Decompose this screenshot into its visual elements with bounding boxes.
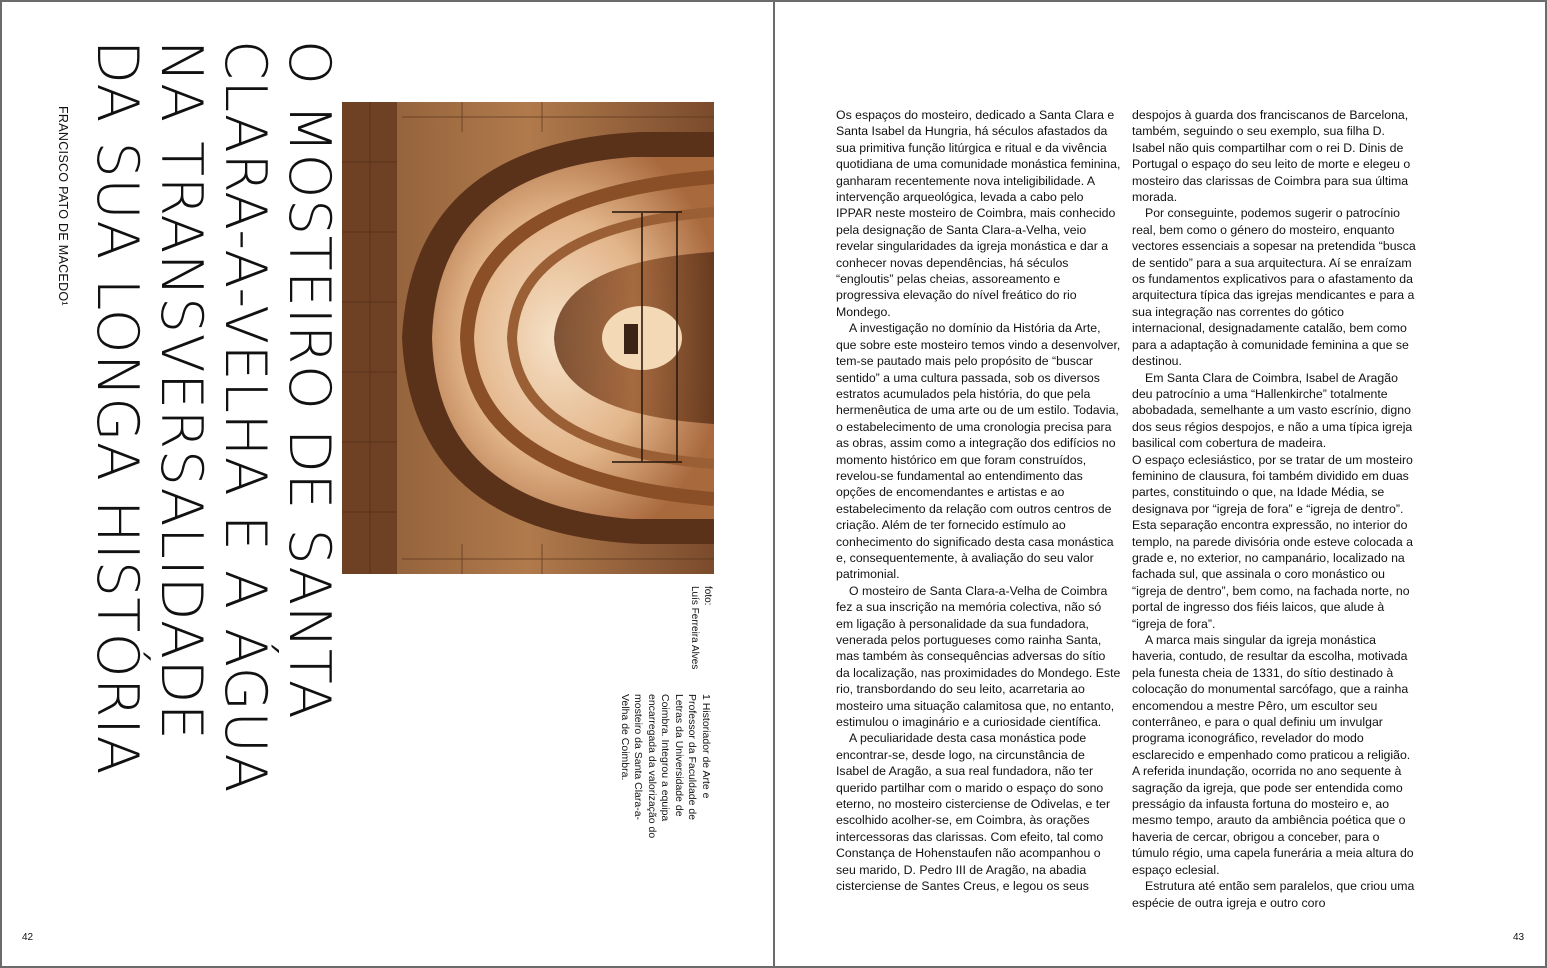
photo-credit-label: foto:	[702, 586, 713, 606]
author-footnote	[619, 694, 716, 844]
title-line: DA SUA LONGA HISTÓRIA	[84, 40, 150, 775]
monastery-photo	[342, 102, 714, 574]
author-byline	[54, 106, 74, 336]
text-column-2	[1132, 107, 1417, 911]
paragraph: Estrutura até então sem paralelos, que criou uma espécie de outra igreja e outro coro	[1132, 879, 1415, 910]
paragraph: Em Santa Clara de Coimbra, Isabel de Aragão deu patrocínio a uma “Hallenkirche” totalmente abobadada, semelhante a um vasto escrínio, digno dos seus régios despojos, e não a uma típica igreja basilical com cobertura de madeira.	[1132, 370, 1413, 451]
paragraph: O espaço eclesiástico, por se tratar de um mosteiro feminino de clausura, foi também dividido em duas partes, constituindo o que, na Idade Média, se designava por “igreja de fora” e “igreja de dentro”. Esta separação encontra expressão, no interior do templo, na parede divisória onde esteve colocada a grade e, no exterior, no campanário, localizado na fachada sul, que assinala o coro monástico ou “igreja de dentro”, bem como, na fachada norte, no portal de ingresso dos fiéis laicos, que alude à “igreja de fora”.	[1132, 452, 1413, 631]
photo-credit	[686, 586, 716, 696]
paragraph: A peculiaridade desta casa monástica pode encontrar-se, desde logo, na circunstância de Isabel de Aragão, a sua real fundadora, não ter querido partilhar com o marido o espaço do sono eterno, no mosteiro cisterciense de Odivelas, e ter escolhido acolher-se, em Coimbra, às orações intercessoras das clarissas. Com efeito, tal como Constança de Hohenstaufen não acompanhou o seu marido, D. Pedro III de Aragão, na abadia cisterciense de Santes Creus, e legou os seus	[836, 731, 1111, 894]
author-name: FRANCISCO PATO DE MACEDO¹	[56, 106, 70, 306]
paragraph: despojos à guarda dos franciscanos de Barcelona, também, seguindo o seu exemplo, sua filha D. Isabel não quis compartilhar com o rei D. Dinis de Portugal o espaço do seu leito de morte e elegeu o mosteiro das clarissas de Coimbra para sua última morada.	[1132, 108, 1411, 205]
title-line: O MOSTEIRO DE SANTA	[276, 40, 342, 720]
article-title	[86, 40, 341, 875]
right-page	[775, 2, 1545, 966]
page-number-right: 43	[1513, 932, 1525, 943]
photo-credit-name: Luís Ferreira Alves	[689, 586, 700, 670]
paragraph: Por conseguinte, podemos sugerir o patrocínio real, bem como o género do mosteiro, enquanto vectores essenciais a sopesar na pretendida “busca de sentido” para a sua arquitectura. Aí se enraízam os fundamentos explicativos para o afastamento da arquitectura típica das igrejas mendicantes e para a sua integração nas correntes do gótico internacional, designadamente catalão, bem como para a adaptação à comunidade feminina a que se destinou.	[1132, 206, 1416, 369]
title-line: CLARA-A-VELHA E A ÁGUA	[212, 40, 278, 794]
text-column-1	[836, 107, 1121, 895]
paragraph: O mosteiro de Santa Clara-a-Velha de Coimbra fez a sua inscrição na memória colectiva, não só em ligação à personalidade da sua fundadora, venerada pelos portugueses como rainha Santa, mas também às consequências adversas do sítio da localização, nas proximidades do Mondego. Este rio, transbordando do seu leito, acarretaria ao mosteiro uma situação calamitosa que, no entanto, estimulou o imaginário e a curiosidade científica.	[836, 583, 1121, 730]
paragraph: A investigação no domínio da História da Arte, que sobre este mosteiro temos vindo a desenvolver, tem-se pautado mais pelo propósito de “buscar sentido” a uma cultura passada, sob os diversos estratos acumulados pela história, do que pela hermenêutica de uma arte ou de um estilo. Todavia, o estabelecimento de uma cronologia precisa para as obras, assim como a integração dos edifícios no momento histórico em que foram construídos, revelou-se fundamental ao entendimento das opções de encomendantes e artistas e ao estabelecimento da relação com outros centros de criação. Além de ter fornecido estímulo ao conhecimento do significado desta casa monástica e, consequentemente, à avaliação do seu valor patrimonial.	[836, 321, 1121, 582]
footnote-text: 1 Historiador de Arte e Professor da Faculdade de Letras da Universidade de Coimbra. Integrou a equipa encarregada da valorização do mosteiro da Santa Clara-a-Velha de Coimbra.	[619, 694, 712, 839]
left-page	[2, 2, 773, 966]
page-number-left: 42	[22, 932, 34, 943]
title-line: NA TRANSVERSALIDADE	[148, 40, 214, 741]
paragraph: Os espaços do mosteiro, dedicado a Santa Clara e Santa Isabel da Hungria, há séculos afastados da sua primitiva função litúrgica e ritual e da vivência quotidiana de uma comunidade monástica feminina, ganharam recentemente nova inteligibilidade. A intervenção arqueológica, levada a cabo pelo IPPAR neste mosteiro de Coimbra, mais conhecido pela designação de Santa Clara-a-Velha, veio revelar singularidades da igreja monástica e dar a conhecer novas dependências, há séculos “engloutis” pelas cheias, assoreamento e progressiva elevação do nível freático do rio Mondego.	[836, 108, 1121, 319]
paragraph: A marca mais singular da igreja monástica haveria, contudo, de resultar da escolha, motivada pela funesta cheia de 1331, do sítio destinado à colocação do monumental sarcófago, que a rainha encomendou a mestre Pêro, um escultor seu conterrâneo, e para o qual definiu um invulgar programa iconográfico, revelador do modo esclarecido e empenhado como praticou a religião. A referida inundação, ocorrida no ano sequente à sagração da igreja, que pode ser entendida como presságio da infausta fortuna do mosteiro e, ao mesmo tempo, arauto da ambiência poética que o haveria de cercar, obrigou a conceber, para o túmulo régio, uma capela funerária a meia altura do espaço eclesial.	[1132, 633, 1414, 877]
